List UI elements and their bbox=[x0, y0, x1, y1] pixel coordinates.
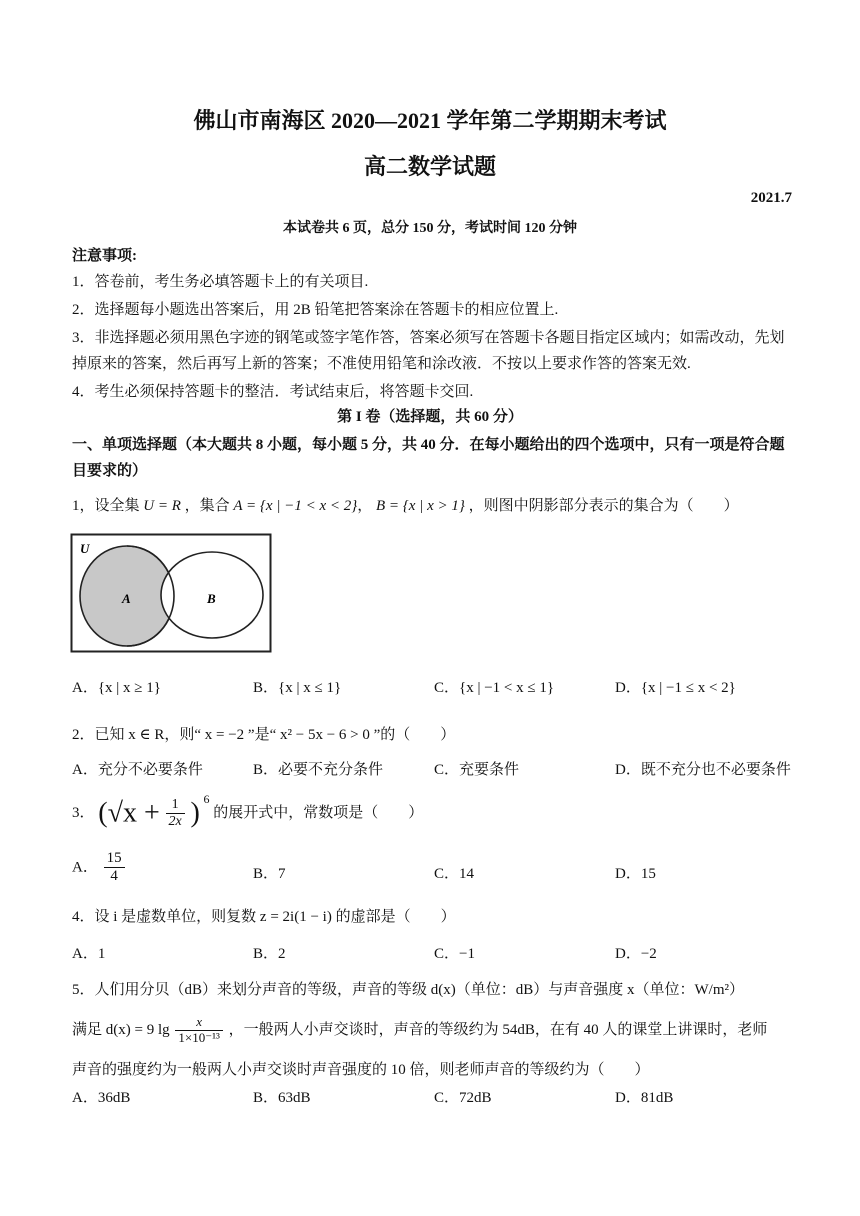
q5-fraction bbox=[175, 1015, 223, 1046]
q3-power: 6 bbox=[203, 792, 210, 806]
q5-line-2-suffix: ，一般两人小声交谈时，声音的等级约为 54dB，在有 40 人的课堂上讲课时，老师 bbox=[228, 1021, 768, 1038]
venn-label-b: B bbox=[207, 591, 216, 606]
q4-option-b: B．2 bbox=[253, 946, 286, 962]
q1-set-a: A = {x | −1 < x < 2} bbox=[233, 498, 358, 514]
q1-option-d: D．{x | −1 ≤ x < 2} bbox=[615, 680, 736, 696]
q2-option-c: C．充要条件 bbox=[434, 762, 520, 778]
q3-frac-num: 1 bbox=[166, 797, 185, 814]
note-item: 1．答卷前，考生务必填答题卡上的有关项目. bbox=[72, 274, 369, 290]
q1-tail: ，则图中阴影部分表示的集合为（ ） bbox=[468, 498, 739, 514]
q5-option-b: B．63dB bbox=[253, 1090, 311, 1106]
q4-option-a: A．1 bbox=[72, 946, 106, 962]
q1-option-c: C．{x | −1 < x ≤ 1} bbox=[434, 680, 555, 696]
venn-diagram bbox=[70, 533, 272, 653]
q3-option-a-den: 4 bbox=[110, 868, 118, 885]
note-item: 掉原来的答案，然后再写上新的答案；不准使用铅笔和涂改液．不按以上要求作答的答案无效. bbox=[72, 356, 691, 372]
q5-option-c: C．72dB bbox=[434, 1090, 492, 1106]
q1-option-a: A．{x | x ≥ 1} bbox=[72, 680, 161, 696]
exam-info: 本试卷共 6 页，总分 150 分，考试时间 120 分钟 bbox=[283, 221, 577, 236]
notes-heading: 注意事项: bbox=[72, 248, 137, 264]
q3-fraction bbox=[166, 797, 185, 830]
note-item: 2．选择题每小题选出答案后，用 2B 铅笔把答案涂在答题卡的相应位置上. bbox=[72, 302, 559, 318]
section-heading-cont: 目要求的） bbox=[72, 463, 148, 479]
q3-expr-left: (√x + bbox=[98, 797, 160, 829]
question-5-line-3: 声音的强度约为一般两人小声交谈时声音强度的 10 倍，则老师声音的等级约为（ ） bbox=[72, 1062, 650, 1078]
q1-number: 1，设全集 bbox=[72, 498, 140, 514]
q3-tail: 的展开式中，常数项是（ ） bbox=[213, 805, 424, 822]
question-4: 4．设 i 是虚数单位，则复数 z = 2i(1 − i) 的虚部是（ ） bbox=[72, 909, 456, 925]
q3-option-a bbox=[72, 850, 127, 886]
venn-label-a: A bbox=[122, 591, 131, 606]
q3-option-a-label: A． bbox=[72, 859, 98, 876]
question-1: 1，设全集 U = R ，集合 A = {x | −1 < x < 2}， B = {x | x > 1} ，则图中阴影部分表示的集合为（ ） bbox=[72, 498, 739, 514]
q3-option-b: B．7 bbox=[253, 866, 286, 882]
q5-frac-den: 1×10⁻¹³ bbox=[178, 1029, 220, 1045]
exam-subtitle: 高二数学试题 bbox=[363, 154, 496, 179]
question-5-line-2 bbox=[72, 1015, 767, 1046]
q3-number: 3． bbox=[72, 805, 95, 822]
q3-frac-den: 2x bbox=[168, 814, 182, 830]
q5-frac-num: x bbox=[175, 1015, 223, 1031]
section-heading: 一、单项选择题（本大题共 8 小题，每小题 5 分，共 40 分．在每小题给出的四个选项中，只有一项是符合题 bbox=[72, 437, 785, 453]
q3-option-a-num: 15 bbox=[104, 850, 125, 868]
q3-expr-right: ) bbox=[190, 797, 200, 829]
exam-title: 佛山市南海区 2020—2021 学年第二学期期末考试 bbox=[193, 108, 667, 133]
note-item: 3．非选择题必须用黑色字迹的钢笔或签字笔作答，答案必须写在答题卡各题目指定区域内；如需改动，先划 bbox=[72, 330, 785, 346]
question-3 bbox=[72, 793, 423, 830]
q5-option-a: A．36dB bbox=[72, 1090, 131, 1106]
q2-option-a: A．充分不必要条件 bbox=[72, 762, 203, 778]
venn-label-u: U bbox=[80, 541, 90, 556]
q2-option-b: B．必要不充分条件 bbox=[253, 762, 384, 778]
q3-option-d: D．15 bbox=[615, 866, 656, 882]
note-item: 4．考生必须保持答题卡的整洁．考试结束后，将答题卡交回. bbox=[72, 384, 474, 400]
q5-option-d: D．81dB bbox=[615, 1090, 674, 1106]
q3-option-c: C．14 bbox=[434, 866, 475, 882]
q1-universe: U = R bbox=[143, 498, 181, 514]
exam-date: 2021.7 bbox=[750, 190, 792, 206]
q4-option-c: C．−1 bbox=[434, 946, 475, 962]
q1-option-b: B．{x | x ≤ 1} bbox=[253, 680, 342, 696]
question-5-line-1: 5．人们用分贝（dB）来划分声音的等级，声音的等级 d(x)（单位：dB）与声音强度 x（单位：W/m²） bbox=[72, 982, 744, 998]
q5-formula-prefix: 满足 d(x) = 9 lg bbox=[72, 1021, 170, 1038]
q1-set-a-prefix: ，集合 bbox=[184, 498, 230, 514]
q1-set-b: B = {x | x > 1} bbox=[376, 498, 465, 514]
q2-option-d: D．既不充分也不必要条件 bbox=[615, 762, 791, 778]
q3-option-a-fraction bbox=[104, 850, 125, 886]
q4-option-d: D．−2 bbox=[615, 946, 657, 962]
part-title: 第 I 卷（选择题，共 60 分） bbox=[337, 409, 523, 425]
question-2: 2．已知 x ∈ R，则“ x = −2 ”是“ x² − 5x − 6 > 0 ”的（ ） bbox=[72, 727, 456, 743]
